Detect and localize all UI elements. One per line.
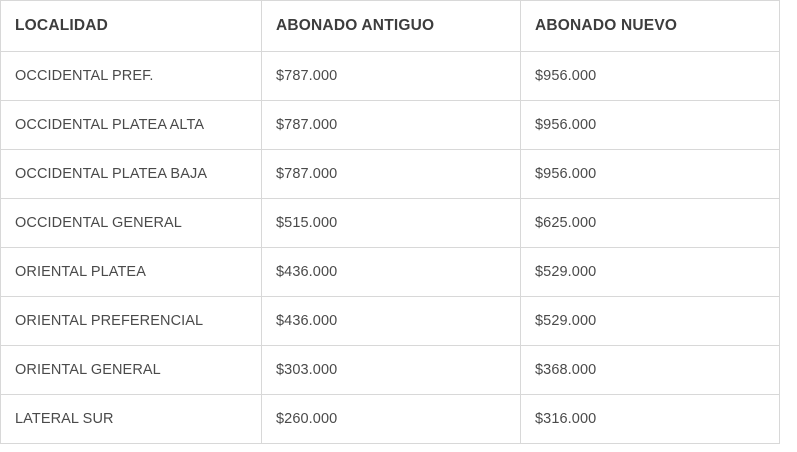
column-header-abonado-nuevo: ABONADO NUEVO (521, 1, 780, 52)
cell-localidad: ORIENTAL PLATEA (1, 248, 262, 297)
table-row (1, 346, 780, 395)
cell-localidad: OCCIDENTAL PLATEA BAJA (1, 150, 262, 199)
table-row (1, 395, 780, 444)
cell-abonado-nuevo: $368.000 (521, 346, 780, 395)
cell-abonado-nuevo: $316.000 (521, 395, 780, 444)
column-header-abonado-antiguo: ABONADO ANTIGUO (262, 1, 521, 52)
table-header (1, 1, 780, 52)
cell-localidad: OCCIDENTAL PREF. (1, 52, 262, 101)
column-header-localidad: LOCALIDAD (1, 1, 262, 52)
table-row (1, 52, 780, 101)
table-row (1, 199, 780, 248)
cell-localidad: LATERAL SUR (1, 395, 262, 444)
cell-localidad: OCCIDENTAL GENERAL (1, 199, 262, 248)
cell-abonado-antiguo: $787.000 (262, 101, 521, 150)
cell-abonado-nuevo: $529.000 (521, 297, 780, 346)
cell-localidad: ORIENTAL PREFERENCIAL (1, 297, 262, 346)
table-row (1, 297, 780, 346)
table-body (1, 52, 780, 444)
cell-abonado-nuevo: $956.000 (521, 52, 780, 101)
cell-abonado-nuevo: $625.000 (521, 199, 780, 248)
cell-abonado-antiguo: $260.000 (262, 395, 521, 444)
cell-abonado-antiguo: $436.000 (262, 248, 521, 297)
cell-localidad: ORIENTAL GENERAL (1, 346, 262, 395)
cell-abonado-nuevo: $529.000 (521, 248, 780, 297)
table-row (1, 248, 780, 297)
cell-abonado-nuevo: $956.000 (521, 101, 780, 150)
cell-abonado-antiguo: $787.000 (262, 150, 521, 199)
cell-abonado-antiguo: $787.000 (262, 52, 521, 101)
table-header-row (1, 1, 780, 52)
cell-localidad: OCCIDENTAL PLATEA ALTA (1, 101, 262, 150)
cell-abonado-antiguo: $303.000 (262, 346, 521, 395)
cell-abonado-antiguo: $436.000 (262, 297, 521, 346)
cell-abonado-antiguo: $515.000 (262, 199, 521, 248)
table-row (1, 150, 780, 199)
cell-abonado-nuevo: $956.000 (521, 150, 780, 199)
table-row (1, 101, 780, 150)
